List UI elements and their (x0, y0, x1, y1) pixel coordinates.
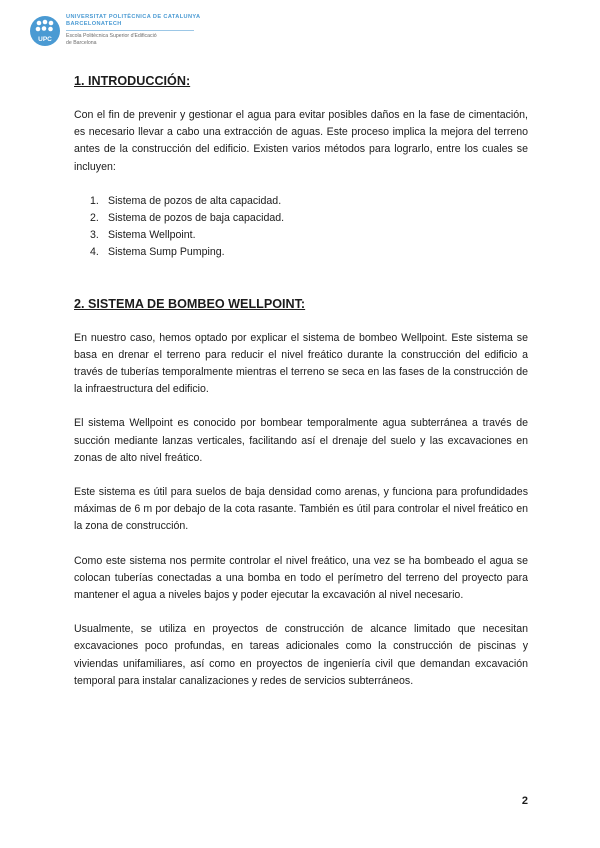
list-item: 3. Sistema Wellpoint. (90, 229, 196, 242)
document-header (30, 14, 200, 54)
list-item: 2. Sistema de pozos de baja capacidad. (90, 212, 285, 225)
university-subname: BARCELONATECH (66, 21, 122, 27)
intro-paragraph: Con el fin de prevenir y gestionar el agua para evitar posibles daños en la fase de cimentación, es necesario llevar a cabo una extracción de aguas. Este proceso implica la mejora del terreno antes de la construcción del edificio. Existen varios métodos para lograrlo, entre los cuales se incluyen: (74, 109, 528, 173)
logo-text: UPC (38, 36, 52, 43)
upc-logo-icon (30, 16, 60, 46)
page-number: 2 (521, 795, 528, 807)
document-body (74, 73, 528, 690)
list-item: 4. Sistema Sump Pumping. (90, 246, 225, 259)
wellpoint-paragraph: Como este sistema nos permite controlar el nivel freático, una vez se ha bombeado el agua se colocan tuberías conectadas a una bomba en todo el perímetro del terreno del proyecto para mantener el agua a niveles bajos y poder ejecutar la excavación al nivel necesario. (74, 554, 528, 602)
school-city: de Barcelona (66, 39, 97, 46)
header-divider (66, 30, 194, 31)
methods-list (74, 193, 528, 262)
section-title-wellpoint: 2. SISTEMA DE BOMBEO WELLPOINT: (74, 296, 306, 311)
wellpoint-paragraph: El sistema Wellpoint es conocido por bombear temporalmente agua subterránea a través de succión mediante lanzas verticales, facilitando así el drenaje del suelo y las excavaciones en zonas de alto nivel freático. (74, 417, 528, 464)
wellpoint-paragraph: En nuestro caso, hemos optado por explicar el sistema de bombeo Wellpoint. Este sistema se basa en drenar el terreno para reducir el nivel freático durante la construcción del edificio a través de tuberías temporalmente mientras el terreno se seca en las fases de la construcción de la infraestructura del edificio. (74, 331, 528, 396)
header-text (66, 14, 200, 46)
school-name: Escola Politècnica Superior d'Edificació (66, 33, 157, 39)
university-name: UNIVERSITAT POLITÈCNICA DE CATALUNYA (66, 14, 201, 20)
list-item: 1. Sistema de pozos de alta capacidad. (90, 194, 282, 207)
wellpoint-paragraph: Usualmente, se utiliza en proyectos de construcción de alcance limitado que necesitan excavaciones poco profundas, en tareas adicionales como la construcción de piscinas y viviendas unifamiliares, así como en proyectos de ingeniería civil que demandan excavación temporal para instalar canalizaciones y redes de servicios subterráneos. (74, 623, 528, 687)
section-title-introduccion: 1. INTRODUCCIÓN: (74, 74, 191, 88)
wellpoint-paragraph: Este sistema es útil para suelos de baja densidad como arenas, y funciona para profundidades máximas de 6 m por debajo de la cota rasante. También es útil para controlar el nivel freático en la zona de construcción. (74, 486, 528, 533)
